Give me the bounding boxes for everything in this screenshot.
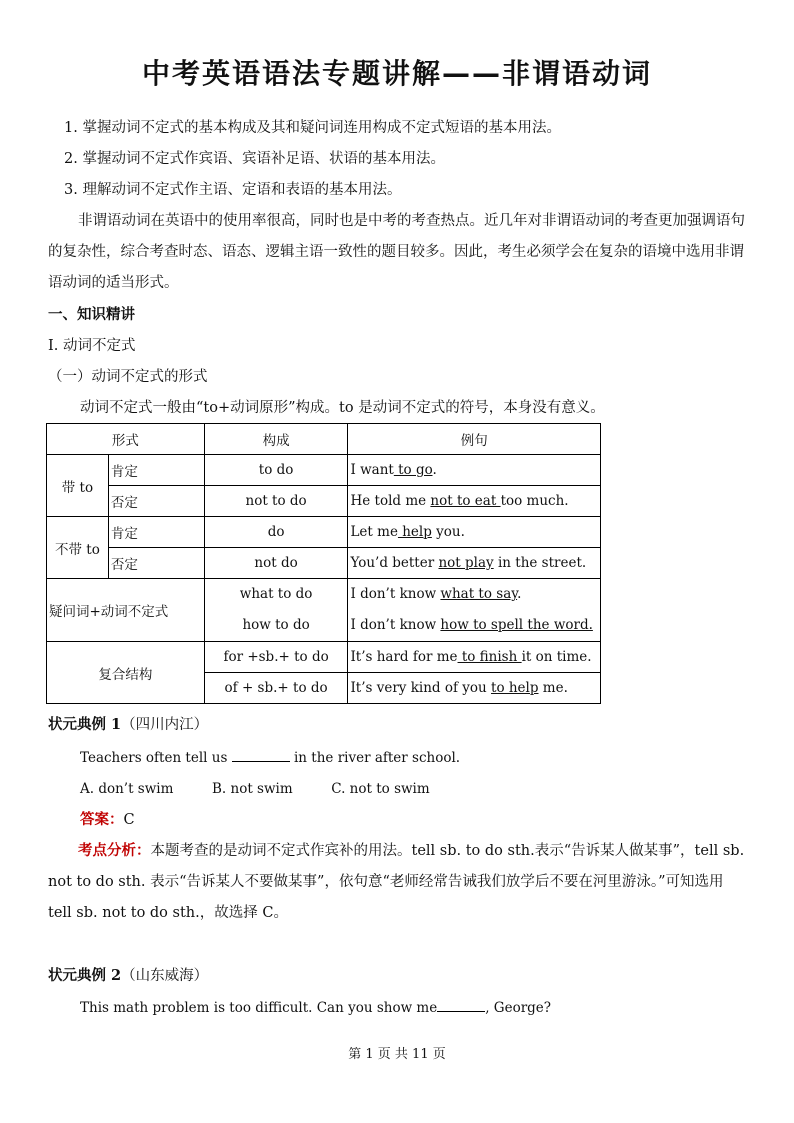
example-1-answer: 答案：C <box>80 811 135 828</box>
table-row <box>47 642 601 673</box>
example-cell: I don’t know what to say. I don’t know how to spell the word. <box>348 579 601 642</box>
without-to-cell: 不带 to <box>47 517 109 579</box>
wh-infinitive-cell: 疑问词+动词不定式 <box>47 579 205 642</box>
example-1-question: Teachers often tell us in the river after school. <box>80 750 461 766</box>
objective-2: 2. 掌握动词不定式作宾语、宾语补足语、状语的基本用法。 <box>64 151 445 167</box>
example-cell: It’s very kind of you to help me. <box>348 673 601 704</box>
section-heading: 一、知识精讲 <box>48 306 135 323</box>
negate-cell: 否定 <box>108 548 204 579</box>
structure-cell: not do <box>204 548 348 579</box>
infinitive-form-table <box>46 423 601 704</box>
example-cell: I want to go. <box>348 455 601 486</box>
header-structure: 构成 <box>204 424 348 455</box>
example-1-analysis: 考点分析：本题考查的是动词不定式作宾补的用法。tell sb. to do sth.表示“告诉某人做某事”，tell sb. not to do sth. 表示“告诉某人不要做某事”，依句意“老师经常告诫我们放学后不要在河里游泳。”可知选用 tell sb. not to do sth.，故选择 C。 <box>48 842 745 921</box>
table-header-row <box>47 424 601 455</box>
example-1-options <box>80 779 430 799</box>
answer-blank <box>232 749 290 762</box>
example-cell: Let me help you. <box>348 517 601 548</box>
intro-paragraph: 非谓语动词在英语中的使用率很高，同时也是中考的考查热点。近几年对非谓语动词的考查更加强调语句的复杂性，综合考查时态、语态、逻辑主语一致性的题目较多。因此，考生必须学会在复杂的语境中选用非谓语动词的适当形式。 <box>48 213 745 291</box>
structure-cell: of + sb.+ to do <box>204 673 348 704</box>
example-cell: He told me not to eat too much. <box>348 486 601 517</box>
example-1-heading: 状元典例 1（四川内江） <box>48 716 209 733</box>
subsubsection-heading: （一）动词不定式的形式 <box>48 369 208 385</box>
page-footer: 第 1 页 共 11 页 <box>348 1047 446 1062</box>
page-title: 中考英语语法专题讲解——非谓语动词 <box>141 57 652 90</box>
structure-cell: to do <box>204 455 348 486</box>
table-row <box>47 455 601 486</box>
header-example: 例句 <box>348 424 601 455</box>
header-form: 形式 <box>47 424 205 455</box>
structure-cell: do <box>204 517 348 548</box>
option-b: B. not swim <box>212 781 293 797</box>
affirm-cell: 肯定 <box>108 455 204 486</box>
table-row <box>47 486 601 517</box>
answer-blank <box>437 999 485 1012</box>
structure-cell: not to do <box>204 486 348 517</box>
complex-structure-cell: 复合结构 <box>47 642 205 704</box>
example-2-question: This math problem is too difficult. Can you show me , George? <box>80 1000 552 1016</box>
option-a: A. don’t swim <box>80 781 174 797</box>
table-row <box>47 517 601 548</box>
affirm-cell: 肯定 <box>108 517 204 548</box>
form-description: 动词不定式一般由“to+动词原形”构成。to 是动词不定式的符号，本身没有意义。 <box>80 400 605 416</box>
option-c: C. not to swim <box>331 781 430 797</box>
objective-3: 3. 理解动词不定式作主语、定语和表语的基本用法。 <box>64 182 402 198</box>
subsection-heading: I. 动词不定式 <box>48 338 136 354</box>
example-cell: You’d better not play in the street. <box>348 548 601 579</box>
structure-cell: for +sb.+ to do <box>204 642 348 673</box>
table-row <box>47 579 601 642</box>
example-cell: It’s hard for me to finish it on time. <box>348 642 601 673</box>
example-2-heading: 状元典例 2（山东威海） <box>48 967 209 984</box>
structure-cell: what to do how to do <box>204 579 348 642</box>
objective-1: 1. 掌握动词不定式的基本构成及其和疑问词连用构成不定式短语的基本用法。 <box>64 120 561 136</box>
negate-cell: 否定 <box>108 486 204 517</box>
with-to-cell: 带 to <box>47 455 109 517</box>
table-row <box>47 548 601 579</box>
